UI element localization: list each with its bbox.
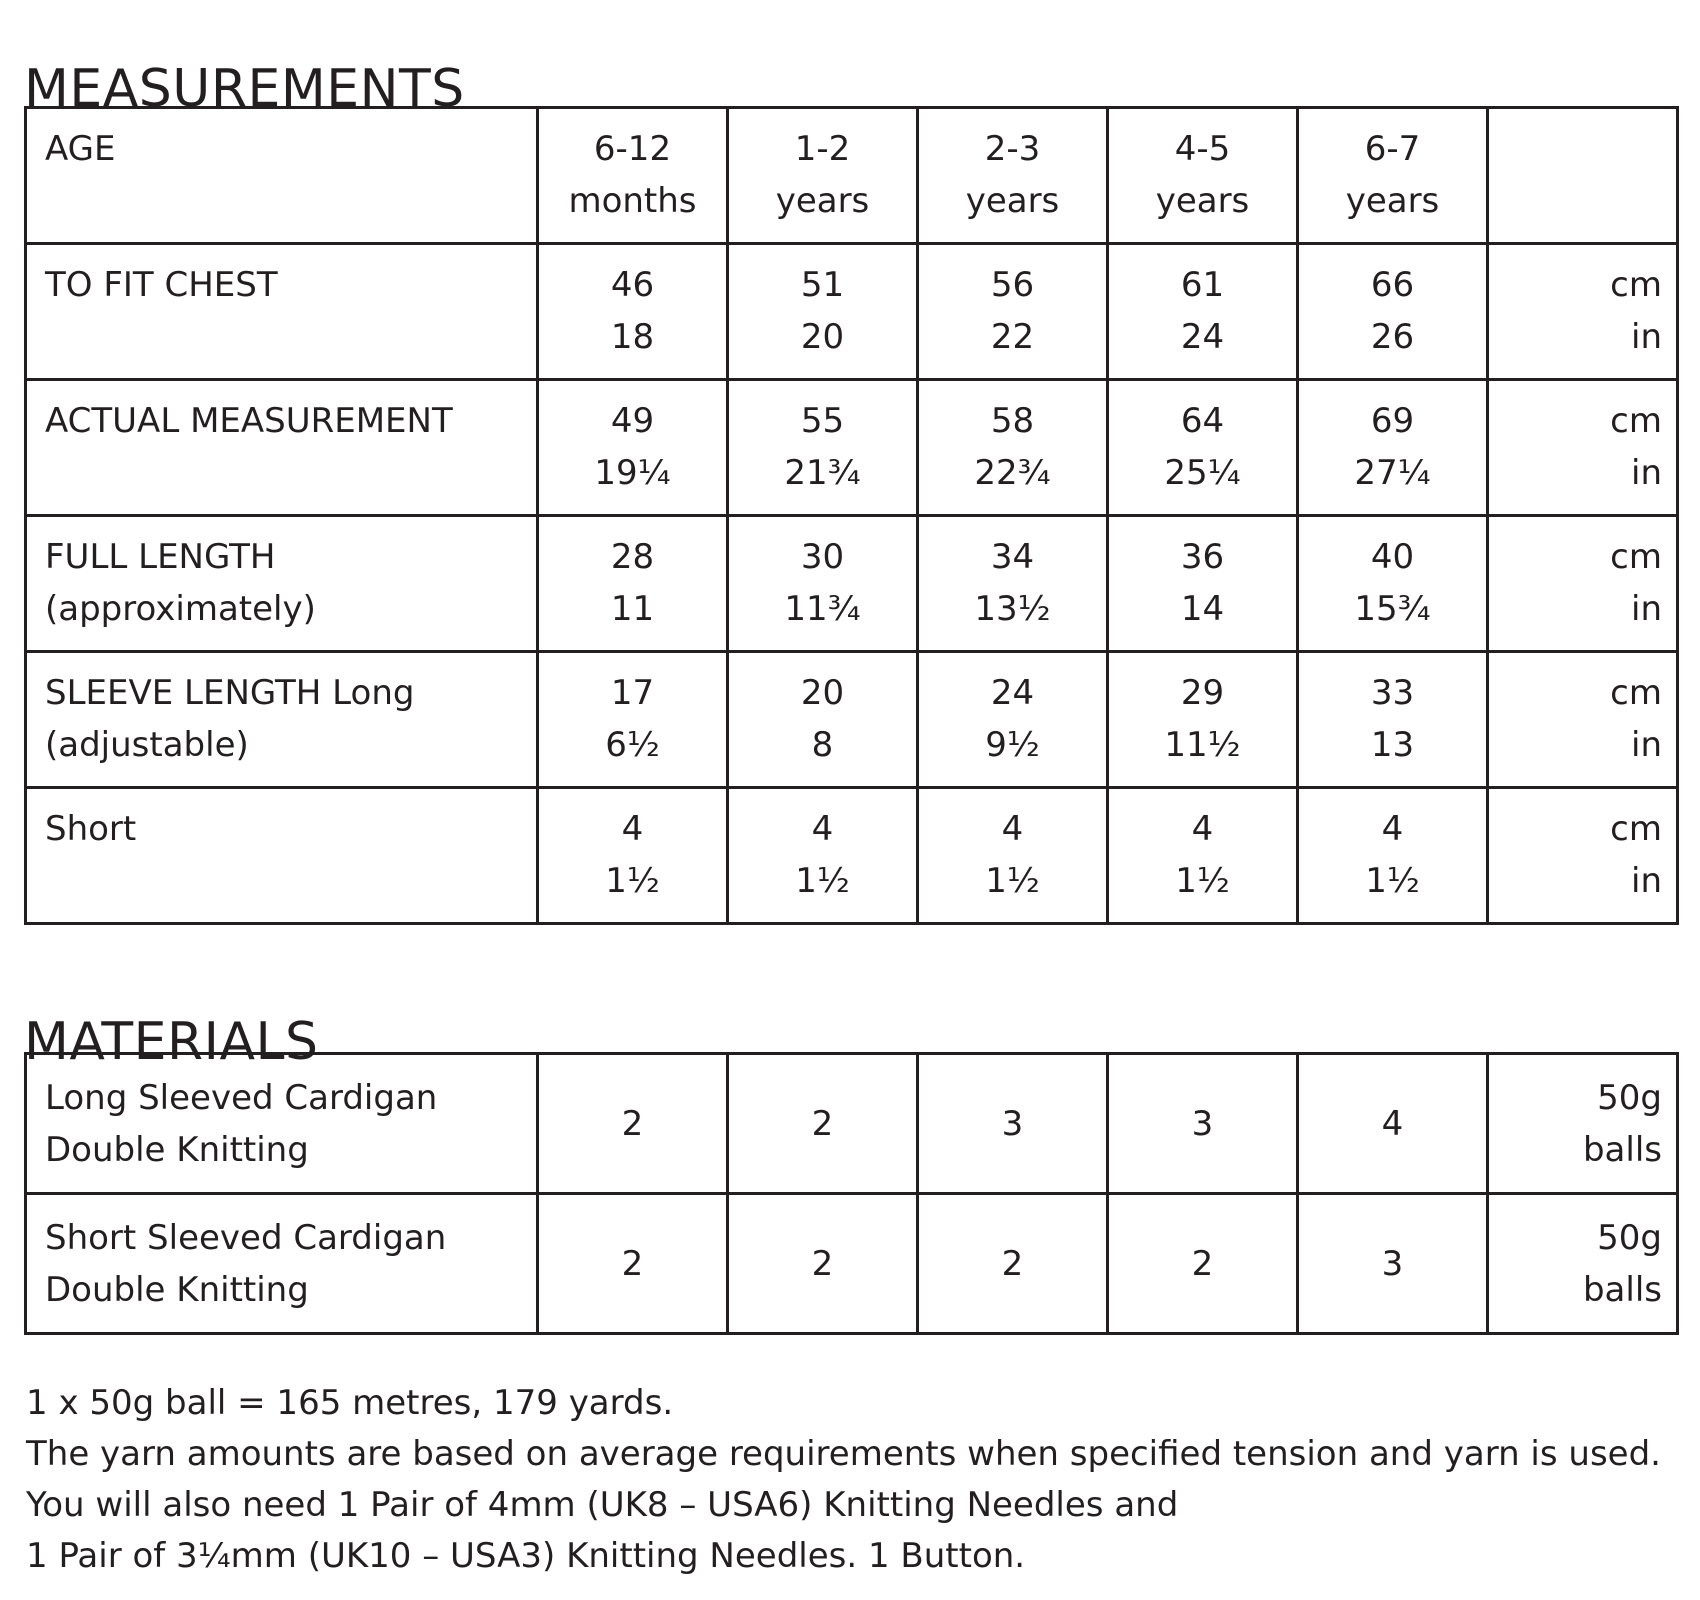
row-label: TO FIT CHEST xyxy=(45,265,278,305)
measurement-row xyxy=(26,380,1678,516)
size-range: 6-12 xyxy=(593,129,672,169)
ball-count: 2 xyxy=(811,1243,834,1284)
yarn-length-note: 1 x 50g ball = 165 metres, 179 yards. xyxy=(26,1383,674,1423)
value-cell xyxy=(538,244,728,380)
value-in: 11 xyxy=(610,589,655,629)
value-cm: 4 xyxy=(621,809,644,849)
value-cm: 33 xyxy=(1370,673,1415,713)
ball-count: 3 xyxy=(1381,1243,1404,1284)
ball-count-cell xyxy=(1298,1054,1488,1194)
size-range: 4-5 xyxy=(1174,129,1231,169)
value-in: 1½ xyxy=(1175,861,1230,901)
value-cell xyxy=(538,380,728,516)
value-cell xyxy=(1108,788,1298,924)
value-cm: 20 xyxy=(800,673,845,713)
ball-count-cell xyxy=(918,1054,1108,1194)
unit-cell xyxy=(1488,244,1678,380)
value-cell xyxy=(728,380,918,516)
value-cm: 40 xyxy=(1370,537,1415,577)
value-cm: 61 xyxy=(1180,265,1225,305)
value-cm: 30 xyxy=(800,537,845,577)
value-cm: 66 xyxy=(1370,265,1415,305)
ball-count-cell xyxy=(538,1054,728,1194)
unit-cm: cm xyxy=(1610,401,1662,441)
value-in: 1½ xyxy=(605,861,660,901)
value-cm: 58 xyxy=(990,401,1035,441)
value-cm: 49 xyxy=(610,401,655,441)
value-cm: 56 xyxy=(990,265,1035,305)
value-cm: 4 xyxy=(1381,809,1404,849)
yarn-weight: Double Knitting xyxy=(45,1269,309,1310)
value-cell xyxy=(918,380,1108,516)
value-in: 6½ xyxy=(605,725,660,765)
row-label: FULL LENGTH xyxy=(45,537,276,577)
unit-cm: cm xyxy=(1610,673,1662,713)
measurement-row xyxy=(26,788,1678,924)
value-in: 21¾ xyxy=(784,453,861,493)
value-cell xyxy=(1108,652,1298,788)
measurement-row xyxy=(26,244,1678,380)
ball-count-cell xyxy=(728,1054,918,1194)
yarn-amount-note: The yarn amounts are based on average requirements when specified tension and yarn is used. xyxy=(26,1434,1661,1474)
value-cell xyxy=(918,516,1108,652)
value-cell xyxy=(1108,244,1298,380)
size-range: 1-2 xyxy=(794,129,851,169)
value-cell xyxy=(728,652,918,788)
value-in: 26 xyxy=(1370,317,1415,357)
value-cell xyxy=(1298,516,1488,652)
row-label-cell xyxy=(26,244,538,380)
unit-cell xyxy=(1488,652,1678,788)
unit-in: in xyxy=(1631,725,1662,765)
value-cell xyxy=(1298,652,1488,788)
unit-cm: cm xyxy=(1610,265,1662,305)
value-in: 14 xyxy=(1180,589,1225,629)
ball-count-cell xyxy=(538,1194,728,1334)
value-cell xyxy=(918,788,1108,924)
ball-count-cell xyxy=(1298,1194,1488,1334)
unit-in: in xyxy=(1631,861,1662,901)
value-in: 27¼ xyxy=(1354,453,1431,493)
ball-count: 2 xyxy=(1191,1243,1214,1284)
value-in: 19¼ xyxy=(594,453,671,493)
measurements-table xyxy=(24,106,1679,925)
value-in: 11½ xyxy=(1164,725,1241,765)
value-in: 1½ xyxy=(1365,861,1420,901)
unit-cm: cm xyxy=(1610,809,1662,849)
value-in: 24 xyxy=(1180,317,1225,357)
measurements-heading: MEASUREMENTS xyxy=(24,59,465,120)
ball-unit: balls xyxy=(1582,1269,1662,1310)
ball-count: 4 xyxy=(1381,1103,1404,1144)
size-unit-word: years xyxy=(1155,181,1250,221)
measurement-row xyxy=(26,516,1678,652)
value-cm: 55 xyxy=(800,401,845,441)
value-cell xyxy=(1298,380,1488,516)
unit-cell xyxy=(1488,380,1678,516)
row-label-cell xyxy=(26,652,538,788)
ball-weight: 50g xyxy=(1597,1217,1662,1258)
value-cm: 69 xyxy=(1370,401,1415,441)
size-unit-word: years xyxy=(775,181,870,221)
age-label-cell xyxy=(26,108,538,244)
unit-in: in xyxy=(1631,317,1662,357)
value-in: 15¾ xyxy=(1354,589,1431,629)
needles-button-note: 1 Pair of 3¼mm (UK10 – USA3) Knitting Needles. 1 Button. xyxy=(26,1536,1026,1576)
value-in: 1½ xyxy=(795,861,850,901)
value-cell xyxy=(918,652,1108,788)
row-label-cell xyxy=(26,516,538,652)
materials-row xyxy=(26,1194,1678,1334)
value-cm: 24 xyxy=(990,673,1035,713)
size-header-cell xyxy=(1298,108,1488,244)
value-cm: 17 xyxy=(610,673,655,713)
material-label-cell xyxy=(26,1054,538,1194)
ball-count-cell xyxy=(728,1194,918,1334)
value-in: 13 xyxy=(1370,725,1415,765)
size-header-cell xyxy=(1108,108,1298,244)
value-in: 20 xyxy=(800,317,845,357)
value-cm: 46 xyxy=(610,265,655,305)
value-cm: 51 xyxy=(800,265,845,305)
material-name: Long Sleeved Cardigan xyxy=(45,1077,438,1118)
size-unit-word: years xyxy=(1345,181,1440,221)
ball-count: 3 xyxy=(1191,1103,1214,1144)
ball-count: 2 xyxy=(621,1243,644,1284)
row-label: ACTUAL MEASUREMENT xyxy=(45,401,453,441)
value-in: 13½ xyxy=(974,589,1051,629)
value-cm: 29 xyxy=(1180,673,1225,713)
value-cell xyxy=(538,516,728,652)
size-header-cell xyxy=(918,108,1108,244)
value-in: 9½ xyxy=(985,725,1040,765)
material-label-cell xyxy=(26,1194,538,1334)
size-header-cell xyxy=(728,108,918,244)
ball-weight: 50g xyxy=(1597,1077,1662,1118)
ball-count: 2 xyxy=(1001,1243,1024,1284)
value-cm: 4 xyxy=(1001,809,1024,849)
value-cell xyxy=(1108,380,1298,516)
material-name: Short Sleeved Cardigan xyxy=(45,1217,447,1258)
materials-row xyxy=(26,1054,1678,1194)
unit-header-cell xyxy=(1488,108,1678,244)
unit-cell xyxy=(1488,516,1678,652)
value-cm: 4 xyxy=(1191,809,1214,849)
yarn-weight: Double Knitting xyxy=(45,1129,309,1170)
value-cm: 28 xyxy=(610,537,655,577)
value-cell xyxy=(538,652,728,788)
value-in: 25¼ xyxy=(1164,453,1241,493)
value-cm: 34 xyxy=(990,537,1035,577)
ball-count: 2 xyxy=(621,1103,644,1144)
ball-count: 2 xyxy=(811,1103,834,1144)
value-in: 22¾ xyxy=(974,453,1051,493)
value-cell xyxy=(1298,788,1488,924)
unit-in: in xyxy=(1631,589,1662,629)
value-in: 8 xyxy=(811,725,834,765)
unit-in: in xyxy=(1631,453,1662,493)
materials-heading: MATERIALS xyxy=(24,1012,319,1073)
value-cm: 4 xyxy=(811,809,834,849)
row-label-cell xyxy=(26,380,538,516)
size-unit-word: years xyxy=(965,181,1060,221)
value-cell xyxy=(1108,516,1298,652)
row-label-cell xyxy=(26,788,538,924)
value-cell xyxy=(728,244,918,380)
row-sublabel: (approximately) xyxy=(45,589,316,629)
materials-notes xyxy=(26,1378,1666,1582)
ball-count: 3 xyxy=(1001,1103,1024,1144)
value-cell xyxy=(1298,244,1488,380)
ball-unit: balls xyxy=(1582,1129,1662,1170)
unit-cm: cm xyxy=(1610,537,1662,577)
age-row xyxy=(26,108,1678,244)
ball-count-cell xyxy=(918,1194,1108,1334)
value-cell xyxy=(728,516,918,652)
value-cm: 36 xyxy=(1180,537,1225,577)
size-range: 2-3 xyxy=(984,129,1041,169)
measurement-row xyxy=(26,652,1678,788)
row-sublabel: (adjustable) xyxy=(45,725,249,765)
unit-cell xyxy=(1488,1194,1678,1334)
value-cell xyxy=(728,788,918,924)
value-cell xyxy=(918,244,1108,380)
size-unit-word: months xyxy=(568,181,697,221)
ball-count-cell xyxy=(1108,1194,1298,1334)
value-in: 11¾ xyxy=(784,589,861,629)
value-in: 1½ xyxy=(985,861,1040,901)
needles-note: You will also need 1 Pair of 4mm (UK8 – USA6) Knitting Needles and xyxy=(26,1485,1179,1525)
value-in: 22 xyxy=(990,317,1035,357)
row-label: AGE xyxy=(45,129,116,169)
size-header-cell xyxy=(538,108,728,244)
row-label: Short xyxy=(45,809,137,849)
value-cm: 64 xyxy=(1180,401,1225,441)
value-in: 18 xyxy=(610,317,655,357)
size-range: 6-7 xyxy=(1364,129,1421,169)
ball-count-cell xyxy=(1108,1054,1298,1194)
unit-cell xyxy=(1488,788,1678,924)
row-label: SLEEVE LENGTH Long xyxy=(45,673,415,713)
unit-cell xyxy=(1488,1054,1678,1194)
value-cell xyxy=(538,788,728,924)
materials-table xyxy=(24,1052,1679,1335)
